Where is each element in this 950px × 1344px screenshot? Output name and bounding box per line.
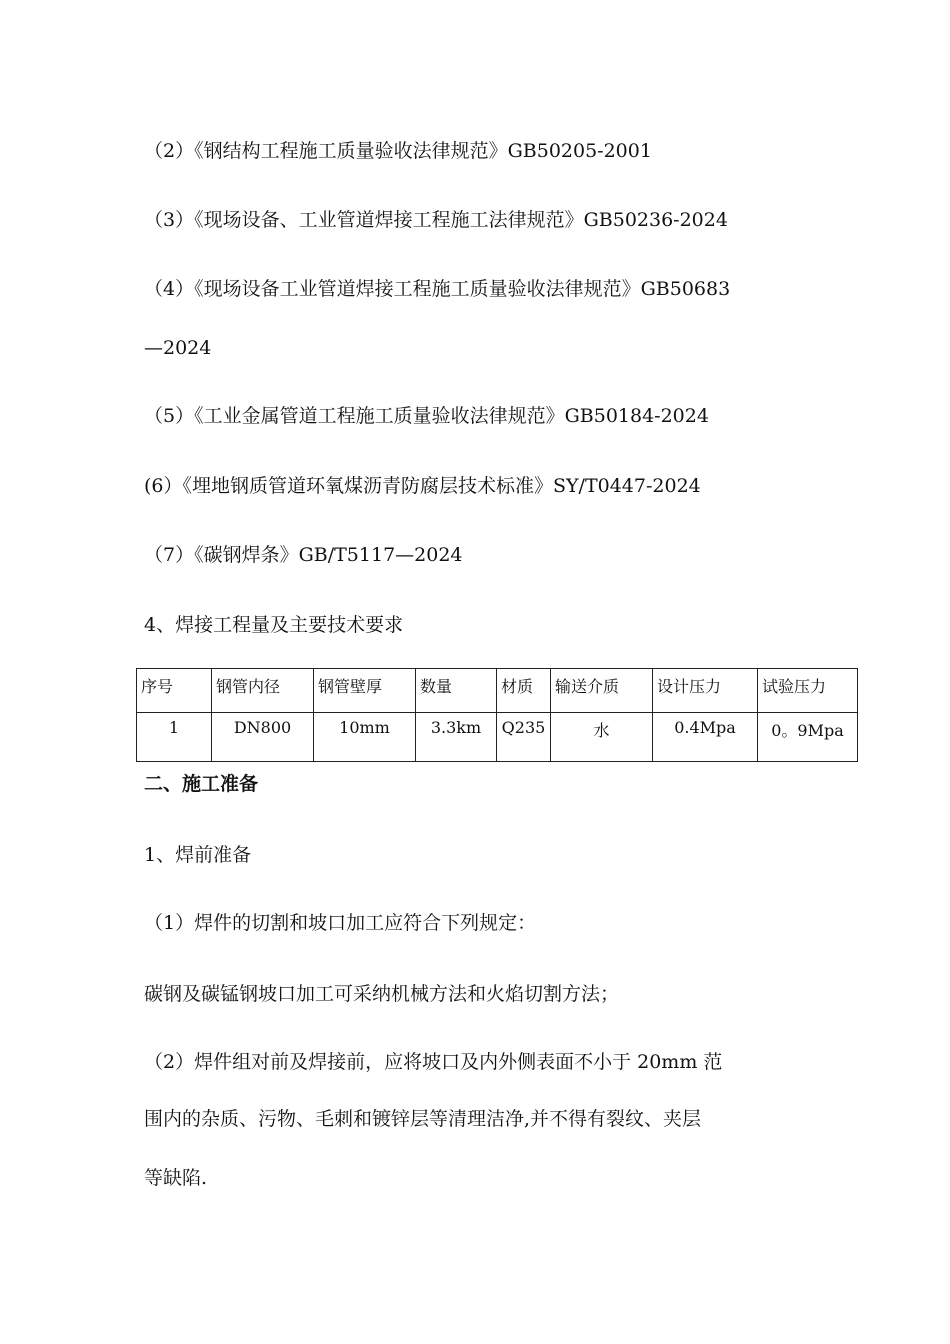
table-cell: DN800 (212, 713, 314, 762)
reference-item-2: （2）《钢结构工程施工质量验收法律规范》GB50205-2001 (144, 140, 652, 162)
table-cell: 1 (137, 713, 212, 762)
paragraph-line: 围内的杂质、污物、毛刺和镀锌层等清理洁净,并不得有裂纹、夹层 (144, 1108, 702, 1130)
section-title: 二、施工准备 (144, 773, 259, 795)
paragraph-line: （2）焊件组对前及焊接前，应将坡口及内外侧表面不小于 20mm 范 (144, 1051, 723, 1073)
subsection-title-quantities: 4、焊接工程量及主要技术要求 (144, 614, 404, 636)
table-cell: 0.4Mpa (653, 713, 758, 762)
paragraph-line: 等缺陷. (144, 1167, 208, 1189)
reference-item-4: （4）《现场设备工业管道焊接工程施工质量验收法律规范》GB50683 (144, 278, 731, 300)
subsection-title-preparation: 1、焊前准备 (144, 844, 252, 866)
reference-item-3: （3）《现场设备、工业管道焊接工程施工法律规范》GB50236-2024 (144, 209, 728, 231)
header-cell: 数量 (416, 669, 497, 713)
table-cell: 0。9Mpa (758, 713, 858, 762)
header-cell: 输送介质 (551, 669, 653, 713)
table-header-row (137, 669, 858, 713)
header-cell: 钢管内径 (212, 669, 314, 713)
reference-item-4-continued: —2024 (144, 337, 212, 359)
welding-spec-table (136, 668, 858, 762)
table-cell: 10mm (314, 713, 416, 762)
reference-item-5: （5）《工业金属管道工程施工质量验收法律规范》GB50184-2024 (144, 405, 709, 427)
header-cell: 试验压力 (758, 669, 858, 713)
reference-item-6: (6）《埋地钢质管道环氧煤沥青防腐层技术标准》SY/T0447-2024 (144, 475, 701, 497)
header-cell: 钢管壁厚 (314, 669, 416, 713)
paragraph-line: 碳钢及碳锰钢坡口加工可采纳机械方法和火焰切割方法； (144, 983, 620, 1005)
table-row (137, 713, 858, 762)
header-cell: 材质 (497, 669, 551, 713)
header-cell: 设计压力 (653, 669, 758, 713)
table-cell: Q235 (497, 713, 551, 762)
header-cell: 序号 (137, 669, 212, 713)
paragraph-line: （1）焊件的切割和坡口加工应符合下列规定： (144, 912, 537, 934)
table-cell: 3.3km (416, 713, 497, 762)
reference-item-7: （7）《碳钢焊条》GB/T5117—2024 (144, 544, 463, 566)
table-cell: 水 (551, 713, 653, 762)
